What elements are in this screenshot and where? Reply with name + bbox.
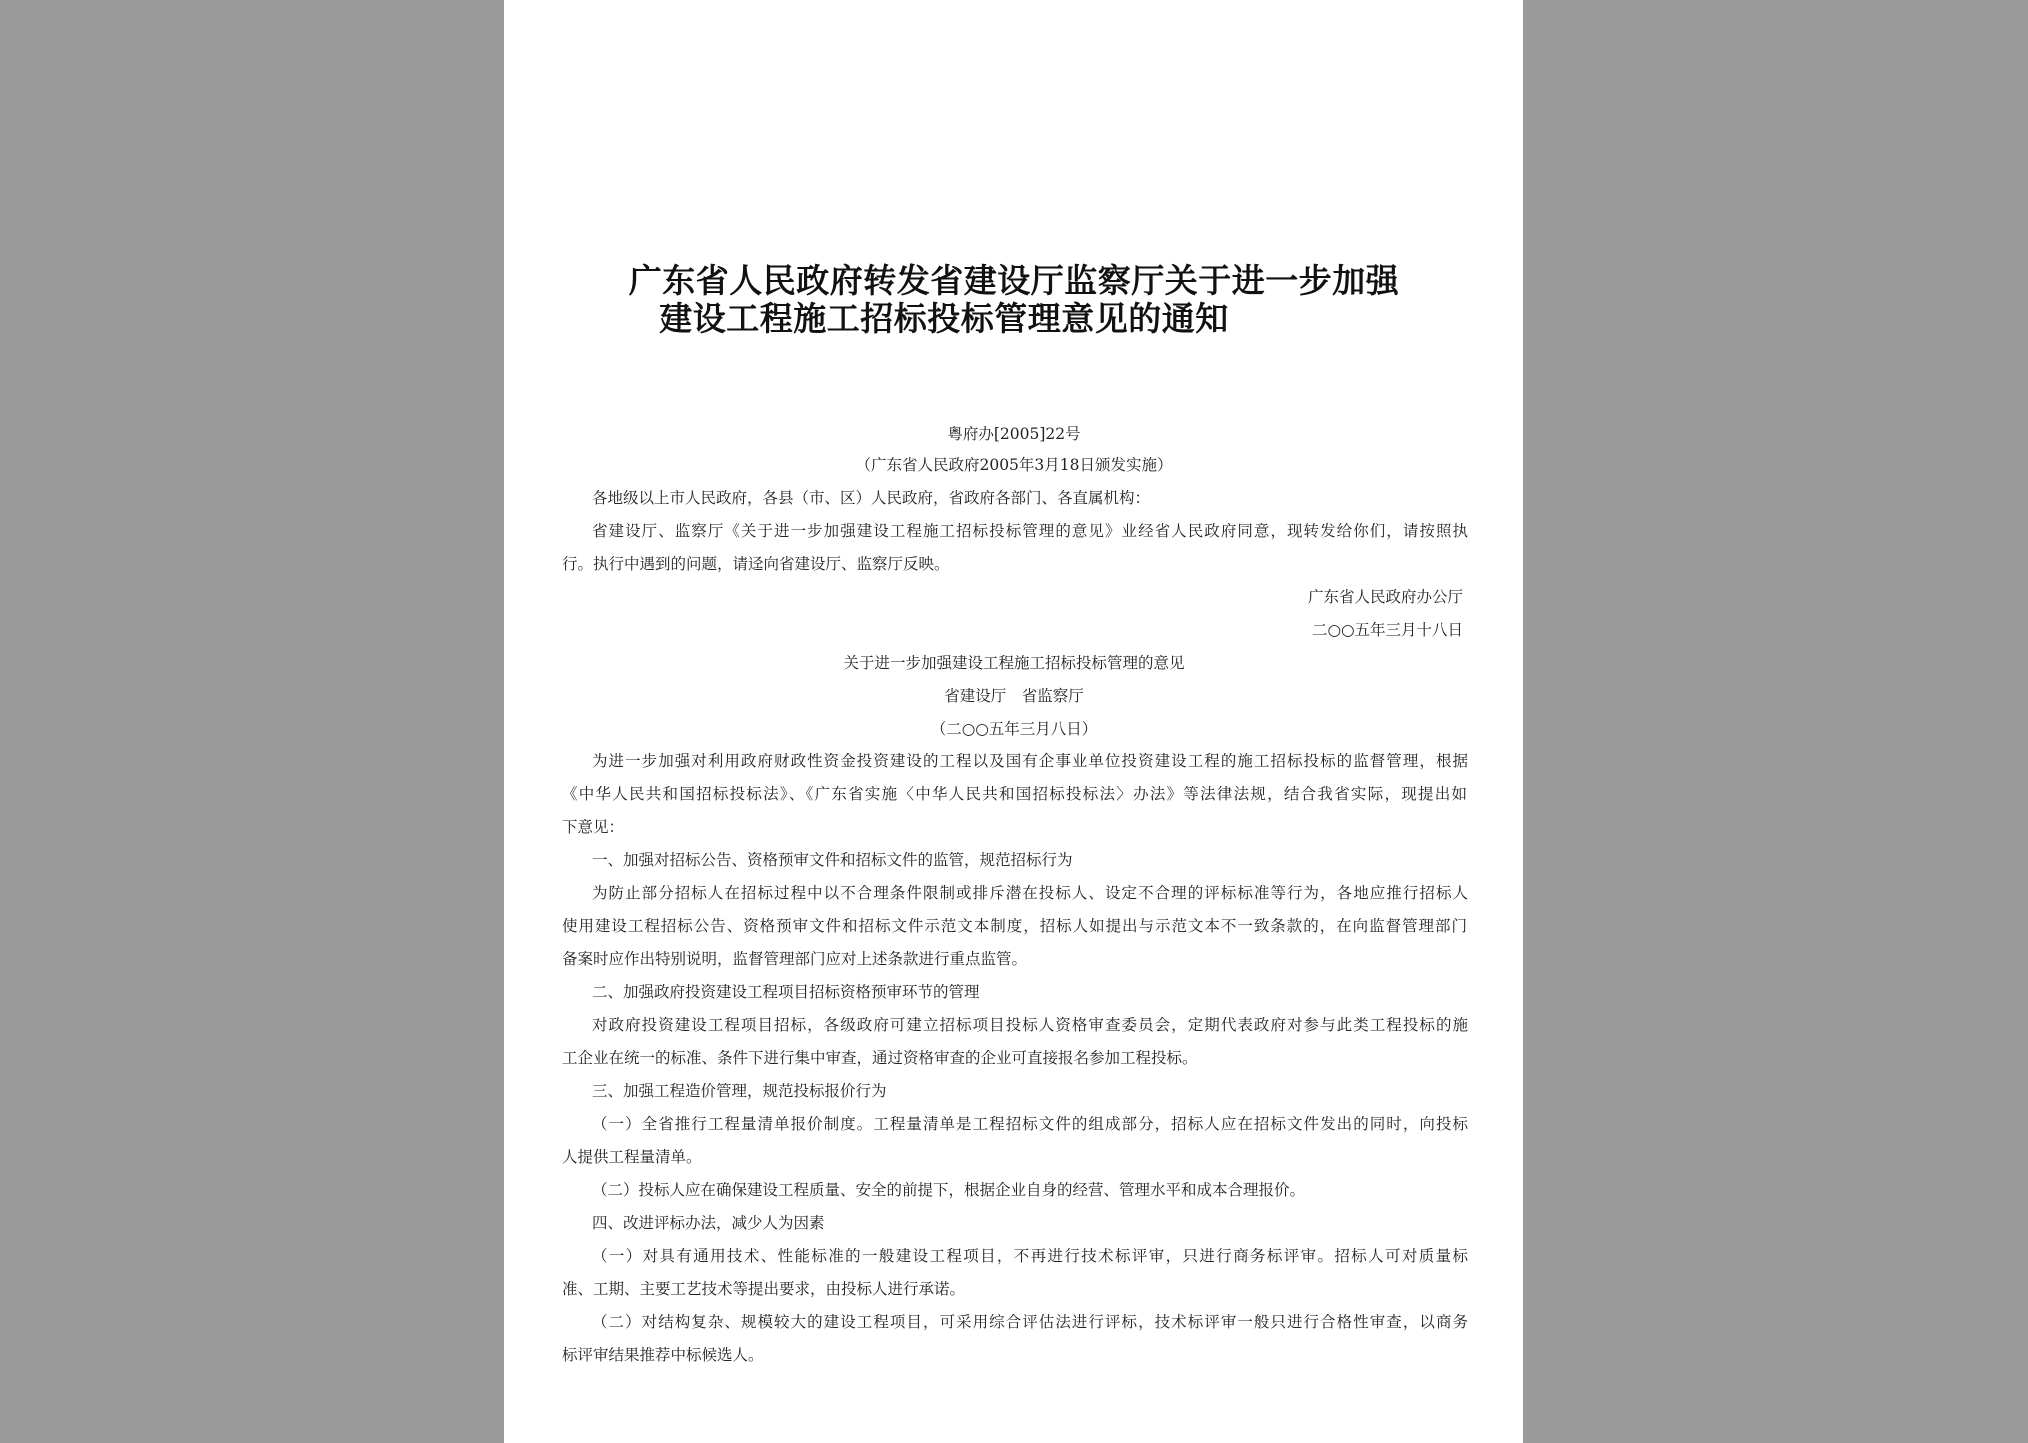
section-body-line: （二）投标人应在确保建设工程质量、安全的前提下，根据企业自身的经营、管理水平和成本合理报价。 (592, 1181, 1306, 1199)
opinion-title: 关于进一步加强建设工程施工招标投标管理的意见 (843, 654, 1185, 672)
section-body-line: 准、工期、主要工艺技术等提出要求，由投标人进行承诺。 (562, 1280, 966, 1298)
section-body-line: （一）全省推行工程量清单报价制度。工程量清单是工程招标文件的组成部分，招标人应在招标文件发出的同时，向投标 (592, 1115, 1468, 1133)
section-body-line: 标评审结果推荐中标候选人。 (562, 1346, 764, 1364)
section-body-line: 对政府投资建设工程项目招标，各级政府可建立招标项目投标人资格审查委员会，定期代表政府对参与此类工程投标的施 (592, 1016, 1468, 1034)
document-page (504, 0, 1523, 1443)
intro-line: 省建设厅、监察厅《关于进一步加强建设工程施工招标投标管理的意见》业经省人民政府同意，现转发给你们，请按照执 (592, 522, 1468, 540)
section-body-line: （一）对具有通用技术、性能标准的一般建设工程项目，不再进行技术标评审，只进行商务标评审。招标人可对质量标 (592, 1247, 1468, 1265)
section-body-line: 备案时应作出特别说明，监督管理部门应对上述条款进行重点监管。 (562, 950, 1028, 968)
preamble-line: 《中华人民共和国招标投标法》、《广东省实施〈中华人民共和国招标投标法〉办法》等法律法规，结合我省实际，现提出如 (562, 785, 1467, 803)
section-heading: 三、加强工程造价管理，规范投标报价行为 (592, 1082, 887, 1100)
section-body-line: （二）对结构复杂、规模较大的建设工程项目，可采用综合评估法进行评标，技术标评审一般只进行合格性审查，以商务 (592, 1313, 1468, 1331)
section-body-line: 为防止部分招标人在招标过程中以不合理条件限制或排斥潜在投标人、设定不合理的评标标准等行为，各地应推行招标人 (592, 884, 1468, 902)
opinion-date: （二○○五年三月八日） (930, 720, 1098, 738)
sign-date: 二○○五年三月十八日 (1311, 621, 1463, 639)
addressee: 各地级以上市人民政府，各县（市、区）人民政府，省政府各部门、各直属机构： (592, 489, 1151, 507)
section-body-line: 人提供工程量清单。 (562, 1148, 702, 1166)
document-number: 粤府办[2005]22号 (947, 425, 1081, 443)
section-heading: 一、加强对招标公告、资格预审文件和招标文件的监管，规范招标行为 (592, 851, 1073, 869)
section-body-line: 工企业在统一的标准、条件下进行集中审查，通过资格审查的企业可直接报名参加工程投标。 (562, 1049, 1198, 1067)
issue-note: （广东省人民政府2005年3月18日颁发实施） (855, 456, 1173, 474)
section-body-line: 使用建设工程招标公告、资格预审文件和招标文件示范文本制度，招标人如提出与示范文本不一致条款的，在向监督管理部门 (562, 917, 1467, 935)
intro-line: 行。执行中遇到的问题，请迳向省建设厅、监察厅反映。 (562, 555, 950, 573)
document-title-line-1: 广东省人民政府转发省建设厅监察厅关于进一步加强 (628, 261, 1400, 300)
signer: 广东省人民政府办公厅 (1307, 588, 1463, 606)
document-title-line-2: 建设工程施工招标投标管理意见的通知 (659, 299, 1229, 338)
preamble-line: 下意见： (562, 818, 625, 836)
preamble-line: 为进一步加强对利用政府财政性资金投资建设的工程以及国有企事业单位投资建设工程的施工招标投标的监督管理，根据 (592, 752, 1468, 770)
section-heading: 四、改进评标办法，减少人为因素 (592, 1214, 825, 1232)
section-heading: 二、加强政府投资建设工程项目招标资格预审环节的管理 (592, 983, 980, 1001)
opinion-authors: 省建设厅 省监察厅 (944, 687, 1084, 705)
